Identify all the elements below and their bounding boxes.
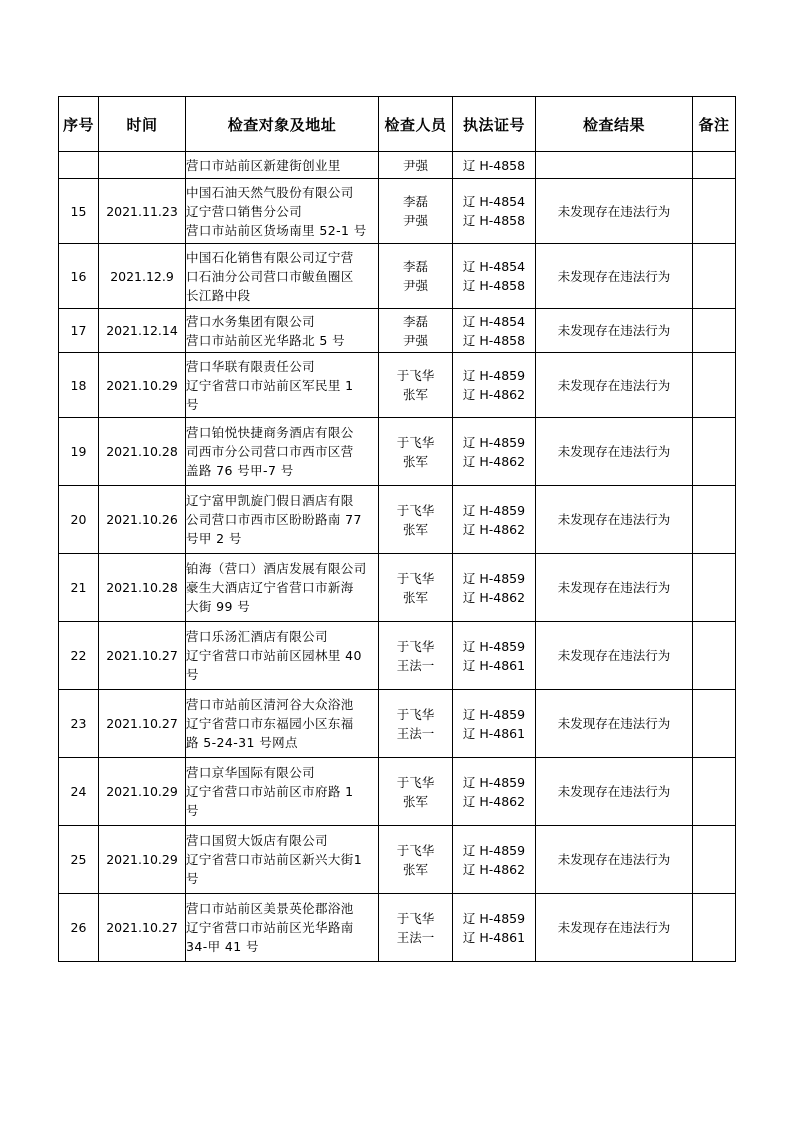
cell-inspectors-line: 王法一 — [396, 725, 435, 741]
cell-inspectors — [379, 894, 453, 962]
table-row — [59, 758, 736, 826]
table-row — [59, 486, 736, 554]
table-row — [59, 826, 736, 894]
cell-address-line: 辽宁省营口市站前区园林里 40 — [186, 648, 362, 663]
table-row — [59, 418, 736, 486]
cell-inspectors-line: 于飞华 — [396, 706, 435, 722]
cell-no: 21 — [59, 554, 99, 622]
cell-date: 2021.10.28 — [99, 554, 186, 622]
cell-note — [693, 179, 736, 244]
cell-badges-line: 辽 H-4858 — [462, 213, 526, 228]
table-body — [59, 152, 736, 962]
cell-note — [693, 894, 736, 962]
cell-inspectors-line: 王法一 — [396, 929, 435, 945]
cell-result: 未发现存在违法行为 — [536, 244, 693, 309]
cell-date: 2021.12.9 — [99, 244, 186, 309]
cell-address — [186, 622, 379, 690]
cell-inspectors-line: 张军 — [402, 589, 428, 605]
cell-date: 2021.10.29 — [99, 758, 186, 826]
cell-badges-line: 辽 H-4859 — [462, 638, 526, 654]
cell-result: 未发现存在违法行为 — [536, 486, 693, 554]
cell-note — [693, 826, 736, 894]
cell-badges-line: 辽 H-4862 — [462, 589, 526, 605]
cell-address-line: 营口市站前区货场南里 52-1 号 — [186, 222, 367, 238]
cell-inspectors-line: 李磊 — [402, 259, 428, 274]
cell-no: 22 — [59, 622, 99, 690]
cell-no: 18 — [59, 353, 99, 418]
cell-note — [693, 486, 736, 554]
cell-address-line: 豪生大酒店辽宁省营口市新海 — [186, 580, 354, 595]
cell-inspectors-line: 张军 — [402, 521, 428, 537]
cell-badges-line: 辽 H-4854 — [462, 313, 526, 329]
table-row — [59, 353, 736, 418]
cell-result: 未发现存在违法行为 — [536, 179, 693, 244]
cell-address — [186, 418, 379, 486]
header-no: 序号 — [59, 97, 99, 152]
cell-inspectors-line: 于飞华 — [396, 368, 435, 383]
cell-address — [186, 894, 379, 962]
cell-address-line: 司西市分公司营口市西市区营 — [186, 444, 354, 459]
cell-badges — [453, 309, 536, 353]
cell-inspectors-line: 于飞华 — [396, 502, 435, 518]
table-row — [59, 622, 736, 690]
cell-badges — [453, 554, 536, 622]
cell-no: 15 — [59, 179, 99, 244]
cell-inspectors — [379, 622, 453, 690]
cell-address-line: 营口市站前区清河谷大众浴池 — [186, 697, 354, 712]
cell-address-line: 辽宁省营口市站前区新兴大街1 — [186, 852, 363, 867]
cell-address — [186, 826, 379, 894]
header-date: 时间 — [99, 97, 186, 152]
cell-no: 17 — [59, 309, 99, 353]
cell-note — [693, 152, 736, 179]
cell-no: 23 — [59, 690, 99, 758]
cell-inspectors-line: 于飞华 — [396, 910, 435, 926]
cell-address-line: 盖路 76 号甲-7 号 — [186, 463, 294, 478]
cell-inspectors — [379, 353, 453, 418]
cell-badges — [453, 622, 536, 690]
cell-badges-line: 辽 H-4861 — [462, 725, 526, 741]
cell-inspectors-line: 尹强 — [402, 278, 428, 293]
cell-inspectors-line: 尹强 — [402, 157, 428, 173]
table-row — [59, 309, 736, 353]
cell-badges-line: 辽 H-4861 — [462, 657, 526, 673]
cell-badges-line: 辽 H-4862 — [462, 861, 526, 877]
cell-address-line: 辽宁富甲凯旋门假日酒店有限 — [186, 493, 354, 508]
cell-inspectors-line: 于飞华 — [396, 638, 435, 654]
cell-inspectors-line: 张军 — [402, 387, 428, 402]
cell-note — [693, 758, 736, 826]
cell-address — [186, 353, 379, 418]
cell-badges — [453, 826, 536, 894]
cell-result: 未发现存在违法行为 — [536, 622, 693, 690]
cell-badges-line: 辽 H-4858 — [462, 332, 526, 348]
cell-address-line: 号 — [186, 667, 199, 682]
cell-badges-line: 辽 H-4862 — [462, 453, 526, 469]
cell-badges-line: 辽 H-4859 — [462, 842, 526, 858]
cell-badges-line: 辽 H-4862 — [462, 387, 526, 402]
cell-inspectors-line: 于飞华 — [396, 434, 435, 450]
cell-inspectors-line: 张军 — [402, 861, 428, 877]
cell-address-line: 辽宁省营口市东福园小区东福 — [186, 716, 354, 731]
cell-no — [59, 152, 99, 179]
cell-address-line: 长江路中段 — [186, 287, 251, 303]
cell-date: 2021.10.29 — [99, 353, 186, 418]
cell-address — [186, 554, 379, 622]
cell-badges-line: 辽 H-4859 — [462, 570, 526, 586]
cell-result: 未发现存在违法行为 — [536, 353, 693, 418]
cell-address — [186, 179, 379, 244]
cell-date: 2021.10.28 — [99, 418, 186, 486]
cell-result: 未发现存在违法行为 — [536, 758, 693, 826]
cell-inspectors — [379, 554, 453, 622]
inspection-table — [58, 96, 736, 962]
cell-address-line: 34-甲 41 号 — [186, 939, 259, 954]
cell-address-line: 辽宁营口销售分公司 — [186, 203, 303, 219]
cell-date — [99, 152, 186, 179]
cell-address-line: 公司营口市西市区盼盼路南 77 — [186, 512, 362, 527]
cell-no: 20 — [59, 486, 99, 554]
cell-badges-line: 辽 H-4858 — [462, 157, 526, 173]
cell-date: 2021.10.27 — [99, 622, 186, 690]
table-row — [59, 690, 736, 758]
cell-badges — [453, 179, 536, 244]
cell-no: 26 — [59, 894, 99, 962]
cell-badges — [453, 690, 536, 758]
cell-address-line: 营口市站前区美景英伦郡浴池 — [186, 901, 354, 916]
cell-address-line: 营口京华国际有限公司 — [186, 765, 316, 780]
cell-note — [693, 690, 736, 758]
cell-address-line: 中国石油天然气股份有限公司 — [186, 184, 354, 200]
cell-inspectors — [379, 826, 453, 894]
cell-inspectors — [379, 486, 453, 554]
table-row — [59, 894, 736, 962]
cell-inspectors — [379, 690, 453, 758]
cell-date: 2021.10.27 — [99, 690, 186, 758]
cell-inspectors — [379, 179, 453, 244]
cell-result: 未发现存在违法行为 — [536, 309, 693, 353]
cell-badges — [453, 758, 536, 826]
cell-inspectors-line: 张军 — [402, 453, 428, 469]
cell-note — [693, 554, 736, 622]
table-row — [59, 244, 736, 309]
cell-badges-line: 辽 H-4854 — [462, 194, 526, 209]
cell-badges — [453, 244, 536, 309]
cell-inspectors-line: 尹强 — [402, 332, 428, 348]
cell-address-line: 号 — [186, 803, 199, 818]
cell-inspectors — [379, 309, 453, 353]
cell-address-line: 铂海（营口）酒店发展有限公司 — [186, 561, 367, 576]
cell-address-line: 路 5-24-31 号网点 — [186, 735, 298, 750]
cell-result: 未发现存在违法行为 — [536, 418, 693, 486]
cell-badges — [453, 486, 536, 554]
cell-address-line: 营口市站前区新建街创业里 — [186, 157, 341, 173]
header-address: 检查对象及地址 — [186, 97, 379, 152]
header-inspectors: 检查人员 — [379, 97, 453, 152]
cell-badges-line: 辽 H-4862 — [462, 793, 526, 809]
cell-address-line: 大街 99 号 — [186, 599, 251, 614]
cell-badges-line: 辽 H-4862 — [462, 521, 526, 537]
cell-note — [693, 244, 736, 309]
cell-address-line: 口石油分公司营口市鲅鱼圈区 — [186, 268, 354, 284]
cell-badges-line: 辽 H-4859 — [462, 706, 526, 722]
cell-inspectors — [379, 152, 453, 179]
cell-address — [186, 309, 379, 353]
cell-address-line: 营口华联有限责任公司 — [186, 358, 316, 374]
header-badge: 执法证号 — [453, 97, 536, 152]
cell-inspectors-line: 王法一 — [396, 657, 435, 673]
cell-inspectors-line: 于飞华 — [396, 774, 435, 790]
cell-result: 未发现存在违法行为 — [536, 554, 693, 622]
cell-badges — [453, 418, 536, 486]
cell-address-line: 辽宁省营口市站前区军民里 1 — [186, 377, 354, 393]
cell-address-line: 中国石化销售有限公司辽宁营 — [186, 249, 354, 265]
cell-address-line: 营口水务集团有限公司 — [186, 313, 316, 329]
cell-no: 24 — [59, 758, 99, 826]
cell-note — [693, 353, 736, 418]
cell-address — [186, 690, 379, 758]
cell-address-line: 营口市站前区光华路北 5 号 — [186, 332, 346, 348]
cell-address — [186, 758, 379, 826]
cell-date: 2021.10.27 — [99, 894, 186, 962]
cell-badges-line: 辽 H-4859 — [462, 774, 526, 790]
cell-date: 2021.12.14 — [99, 309, 186, 353]
cell-address-line: 号 — [186, 396, 199, 412]
cell-address-line: 营口铂悦快捷商务酒店有限公 — [186, 425, 354, 440]
cell-result: 未发现存在违法行为 — [536, 826, 693, 894]
cell-inspectors-line: 张军 — [402, 793, 428, 809]
table-row — [59, 152, 736, 179]
cell-address-line: 营口乐汤汇酒店有限公司 — [186, 629, 328, 644]
cell-result: 未发现存在违法行为 — [536, 894, 693, 962]
cell-no: 25 — [59, 826, 99, 894]
cell-note — [693, 418, 736, 486]
cell-address — [186, 244, 379, 309]
cell-date: 2021.10.29 — [99, 826, 186, 894]
cell-badges-line: 辽 H-4854 — [462, 259, 526, 274]
cell-inspectors-line: 李磊 — [402, 313, 428, 329]
table-row — [59, 179, 736, 244]
cell-address-line: 号 — [186, 871, 199, 886]
cell-address-line: 号甲 2 号 — [186, 531, 242, 546]
cell-address — [186, 152, 379, 179]
cell-inspectors — [379, 244, 453, 309]
cell-badges-line: 辽 H-4861 — [462, 929, 526, 945]
cell-inspectors-line: 尹强 — [402, 213, 428, 228]
cell-badges — [453, 353, 536, 418]
cell-badges-line: 辽 H-4859 — [462, 502, 526, 518]
cell-badges — [453, 894, 536, 962]
cell-note — [693, 309, 736, 353]
cell-address — [186, 486, 379, 554]
header-row — [59, 97, 736, 152]
table-row — [59, 554, 736, 622]
cell-badges — [453, 152, 536, 179]
cell-inspectors — [379, 418, 453, 486]
cell-no: 16 — [59, 244, 99, 309]
cell-date: 2021.11.23 — [99, 179, 186, 244]
cell-badges-line: 辽 H-4858 — [462, 278, 526, 293]
cell-address-line: 营口国贸大饭店有限公司 — [186, 833, 328, 848]
header-note: 备注 — [693, 97, 736, 152]
cell-badges-line: 辽 H-4859 — [462, 368, 526, 383]
cell-address-line: 辽宁省营口市站前区光华路南 — [186, 920, 354, 935]
cell-note — [693, 622, 736, 690]
cell-date: 2021.10.26 — [99, 486, 186, 554]
cell-badges-line: 辽 H-4859 — [462, 434, 526, 450]
cell-address-line: 辽宁省营口市站前区市府路 1 — [186, 784, 354, 799]
cell-inspectors-line: 于飞华 — [396, 570, 435, 586]
cell-result: 未发现存在违法行为 — [536, 690, 693, 758]
cell-badges-line: 辽 H-4859 — [462, 910, 526, 926]
header-result: 检查结果 — [536, 97, 693, 152]
cell-inspectors-line: 李磊 — [402, 194, 428, 209]
cell-no: 19 — [59, 418, 99, 486]
cell-inspectors — [379, 758, 453, 826]
cell-inspectors-line: 于飞华 — [396, 842, 435, 858]
cell-result — [536, 152, 693, 179]
